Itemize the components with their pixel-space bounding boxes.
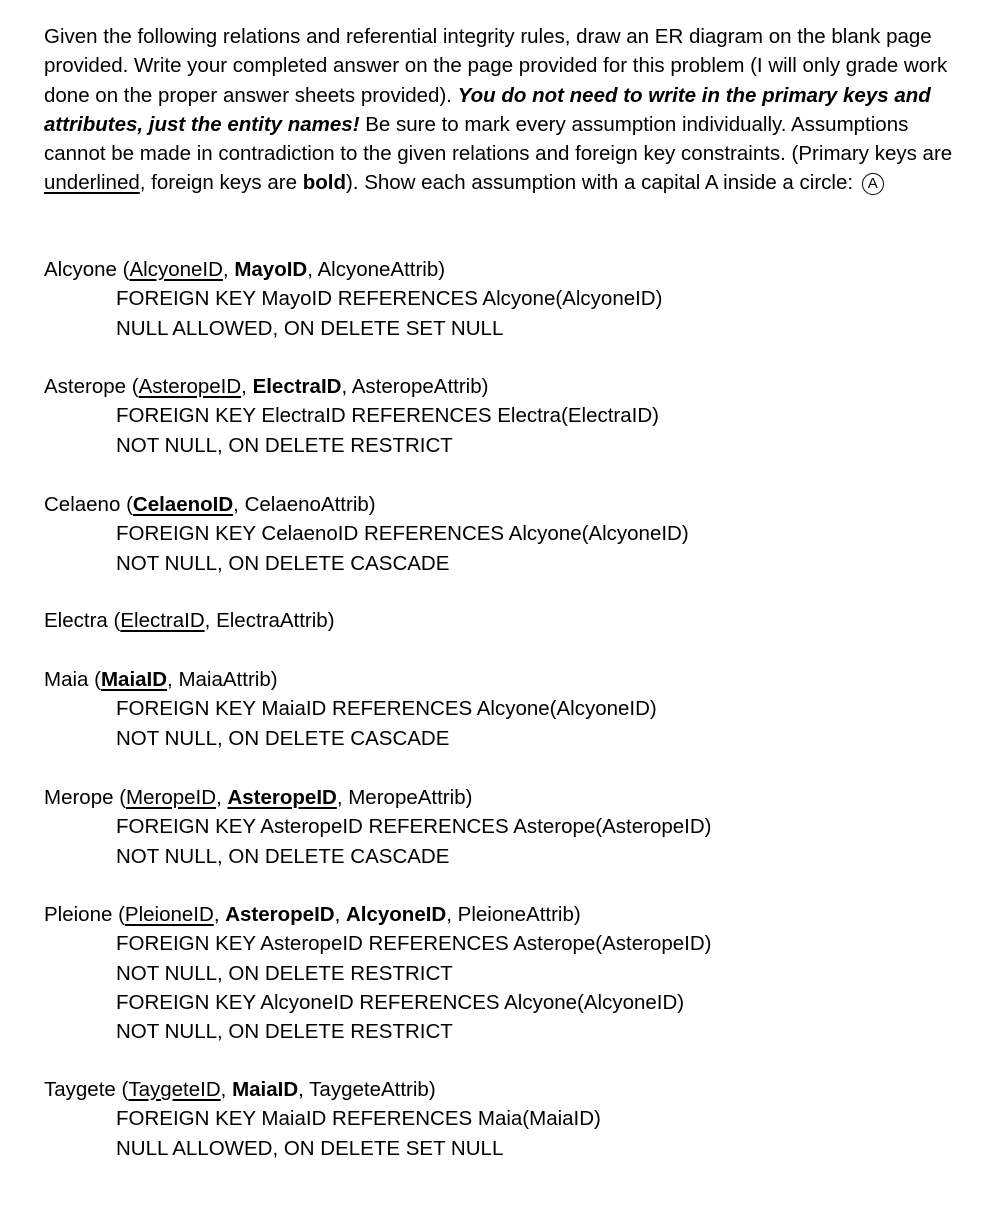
attribute: MaiaAttrib	[178, 668, 271, 691]
foreign-key-rule: FOREIGN KEY ElectraID REFERENCES Electra(ElectraID)	[116, 404, 659, 428]
instructions-text-4: ).	[345, 171, 359, 195]
relation-heading: Taygete (TaygeteID, MaiaID, TaygeteAttrib)	[44, 1078, 436, 1101]
relation-pleione	[44, 900, 964, 1046]
relation-merope	[44, 783, 964, 871]
foreign-key: AlcyoneID	[345, 903, 447, 926]
relation-name: Maia	[44, 668, 89, 691]
integrity-rule: NOT NULL, ON DELETE RESTRICT	[116, 433, 453, 457]
instructions-text-1: Given the following relations and referential integrity rules, draw an ER diagram on the blank page provided. Write your completed answer on the page provided for this problem (I will only grade work done on the proper answer sheets provided).	[44, 25, 948, 107]
attribute: ElectraAttrib	[216, 609, 328, 632]
foreign-key: AsteropeID	[225, 903, 335, 926]
attribute: PleioneAttrib	[457, 903, 574, 926]
foreign-key-rule: FOREIGN KEY MaiaID REFERENCES Alcyone(AlcyoneID)	[116, 697, 657, 721]
relation-name: Celaeno	[44, 493, 121, 516]
integrity-rule: NULL ALLOWED, ON DELETE SET NULL	[116, 1136, 504, 1160]
relation-heading: Merope (MeropeID, AsteropeID, MeropeAttrib)	[44, 786, 473, 809]
integrity-rule: NULL ALLOWED, ON DELETE SET NULL	[116, 316, 504, 340]
attribute: MeropeAttrib	[348, 786, 466, 809]
integrity-rule: NOT NULL, ON DELETE RESTRICT	[116, 961, 453, 985]
attribute: AlcyoneAttrib	[317, 258, 439, 281]
relation-heading: Asterope (AsteropeID, ElectraID, AsteropeAttrib)	[44, 375, 489, 398]
primary-key: AlcyoneID	[129, 258, 223, 281]
primary-key: TaygeteID	[128, 1078, 221, 1101]
primary-key: ElectraID	[120, 609, 205, 632]
relation-name: Electra	[44, 609, 108, 632]
relation-name: Taygete	[44, 1078, 116, 1101]
primary-key: MeropeID	[126, 786, 217, 809]
instructions-text-3: , foreign keys are	[139, 171, 297, 195]
relation-heading: Alcyone (AlcyoneID, MayoID, AlcyoneAttrib)	[44, 258, 446, 281]
relation-alcyone	[44, 255, 964, 343]
relation-asterope	[44, 372, 964, 460]
integrity-rule: NOT NULL, ON DELETE RESTRICT	[116, 1020, 453, 1044]
instructions-underlined-word: underlined	[44, 171, 140, 195]
relation-maia	[44, 665, 964, 753]
instructions-emphasis: You do not need to write in the primary keys and attributes, just the entity names!	[44, 83, 931, 136]
attribute: CelaenoAttrib	[244, 493, 369, 516]
instructions-text-2: Be sure to mark every assumption individually. Assumptions cannot be made in contradiction to the given relations and foreign key constraints. (Primary keys are	[44, 112, 953, 166]
instructions-text-5: Show each assumption with a capital A inside a circle:	[364, 171, 854, 195]
foreign-key-rule: FOREIGN KEY AsteropeID REFERENCES Asterope(AsteropeID)	[116, 932, 712, 956]
integrity-rule: NOT NULL, ON DELETE CASCADE	[116, 844, 450, 868]
instructions-bold-word: bold	[302, 171, 346, 195]
primary-foreign-key: AsteropeID	[227, 786, 337, 809]
relation-heading: Celaeno (CelaenoID, CelaenoAttrib)	[44, 493, 376, 516]
primary-foreign-key: CelaenoID	[132, 493, 234, 516]
integrity-rule: NOT NULL, ON DELETE CASCADE	[116, 726, 450, 750]
relation-name: Pleione	[44, 903, 113, 926]
foreign-key-rule: FOREIGN KEY MayoID REFERENCES Alcyone(AlcyoneID)	[116, 287, 663, 311]
relation-heading: Maia (MaiaID, MaiaAttrib)	[44, 668, 278, 691]
foreign-key-rule: FOREIGN KEY CelaenoID REFERENCES Alcyone(AlcyoneID)	[116, 522, 689, 546]
foreign-key-rule: FOREIGN KEY AlcyoneID REFERENCES Alcyone(AlcyoneID)	[116, 990, 685, 1014]
attribute: TaygeteAttrib	[309, 1078, 429, 1101]
document-page	[44, 22, 964, 198]
primary-key: PleioneID	[124, 903, 214, 926]
foreign-key-rule: FOREIGN KEY MaiaID REFERENCES Maia(MaiaID)	[116, 1107, 601, 1131]
relation-electra	[44, 606, 964, 635]
relation-heading: Electra (ElectraID, ElectraAttrib)	[44, 609, 335, 632]
relation-celaeno	[44, 490, 964, 578]
relation-name: Merope	[44, 786, 114, 809]
primary-key: AsteropeID	[138, 375, 242, 398]
instructions-paragraph	[44, 22, 964, 198]
foreign-key: ElectraID	[252, 375, 342, 398]
integrity-rule: NOT NULL, ON DELETE CASCADE	[116, 551, 450, 575]
circled-a-icon: A	[862, 173, 884, 195]
foreign-key-rule: FOREIGN KEY AsteropeID REFERENCES Asterope(AsteropeID)	[116, 815, 712, 839]
attribute: AsteropeAttrib	[351, 375, 482, 398]
relation-name: Asterope	[44, 375, 127, 398]
relation-taygete	[44, 1075, 964, 1163]
relation-name: Alcyone	[44, 258, 117, 281]
relation-heading: Pleione (PleioneID, AsteropeID, AlcyoneID, PleioneAttrib)	[44, 903, 581, 926]
foreign-key: MayoID	[234, 258, 308, 281]
primary-foreign-key: MaiaID	[100, 668, 168, 691]
foreign-key: MaiaID	[232, 1078, 299, 1101]
